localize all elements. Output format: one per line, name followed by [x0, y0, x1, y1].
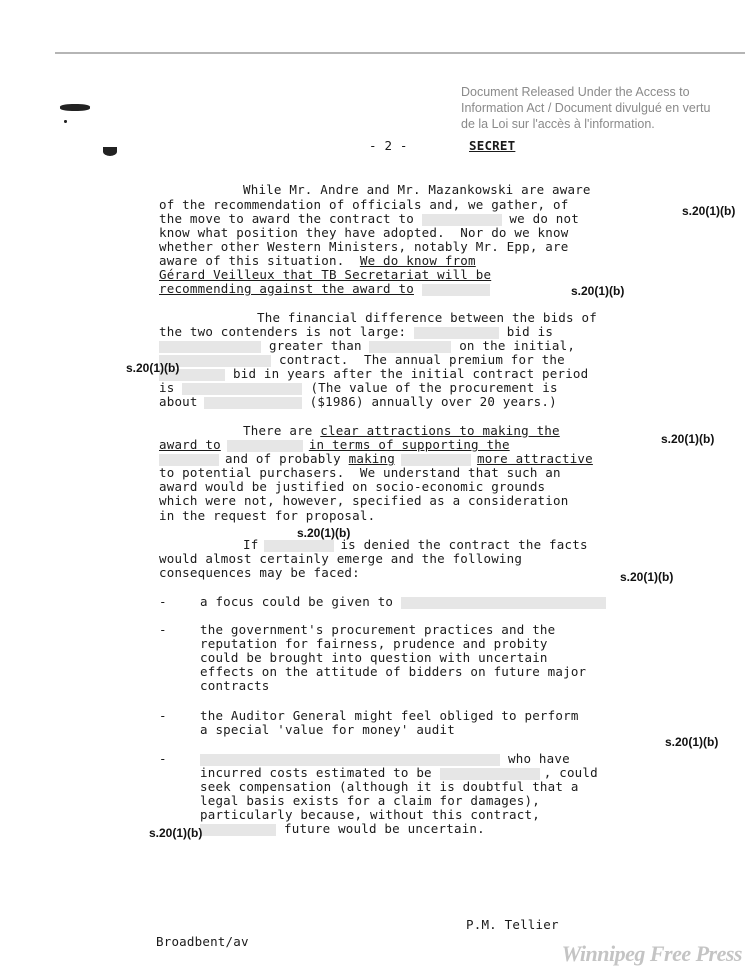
redaction — [159, 341, 261, 353]
bullet-item: the Auditor General might feel obliged to perform — [200, 708, 579, 723]
redaction — [200, 754, 500, 766]
redaction — [401, 454, 471, 466]
redaction — [369, 341, 451, 353]
para1-line: of the recommendation of officials and, we gather, of — [159, 197, 569, 212]
redaction — [204, 397, 302, 409]
para1-line: While Mr. Andre and Mr. Mazankowski are aware — [243, 182, 591, 197]
para3-line: which were not, however, specified as a consideration — [159, 493, 569, 508]
classification: SECRET — [469, 138, 516, 153]
para2-line: is (The value of the procurement is — [159, 380, 558, 395]
bullet-dash: - — [159, 751, 167, 766]
para1-line: Gérard Veilleux that TB Secretariat will be — [159, 267, 492, 282]
bullet-item: future would be uncertain. — [200, 822, 485, 836]
release-stamp-line: de la Loi sur l'accès à l'information. — [461, 117, 655, 131]
bullet-item: the government's procurement practices and the — [200, 622, 556, 637]
para2-line: bid in years after the initial contract period — [159, 367, 588, 381]
bullet-item: reputation for fairness, prudence and probity — [200, 636, 548, 651]
para2-line: greater than on the initial, — [159, 339, 575, 353]
redaction — [159, 454, 219, 466]
redaction — [440, 768, 540, 780]
redaction — [182, 383, 302, 395]
para2-line: about ($1986) annually over 20 years.) — [159, 394, 557, 409]
bullet-item: could be brought into question with uncertain — [200, 650, 548, 665]
para3-line: in the request for proposal. — [159, 508, 376, 523]
para3-line: award to in terms of supporting the — [159, 437, 510, 452]
para1-line: the move to award the contract to we do not — [159, 211, 579, 226]
bullet-item: contracts — [200, 678, 270, 693]
para4-line: If is denied the contract the facts — [243, 537, 588, 552]
exemption-label: s.20(1)(b) — [149, 826, 203, 840]
exemption-label: s.20(1)(b) — [620, 570, 674, 584]
signature: P.M. Tellier — [466, 917, 559, 932]
redaction — [422, 214, 502, 226]
bullet-item: who have — [200, 752, 570, 766]
exemption-label: s.20(1)(b) — [661, 432, 715, 446]
initials: Broadbent/av — [156, 934, 249, 949]
para3-line: award would be justified on socio-economic grounds — [159, 479, 546, 494]
scan-mark — [103, 147, 117, 156]
bullet-item: effects on the attitude of bidders on future major — [200, 664, 587, 679]
release-stamp — [461, 84, 710, 132]
exemption-label: s.20(1)(b) — [571, 284, 625, 298]
exemption-label: s.20(1)(b) — [682, 204, 736, 218]
para1-line: recommending against the award to — [159, 282, 490, 296]
para2-line: The financial difference between the bids of — [257, 310, 597, 325]
redaction — [414, 327, 499, 339]
bullet-dash: - — [159, 594, 167, 609]
redaction — [401, 597, 606, 609]
bullet-item: seek compensation (although it is doubtful that a — [200, 779, 579, 794]
scan-mark — [60, 104, 90, 111]
para2-line: the two contenders is not large: bid is — [159, 324, 554, 339]
page-marker: - 2 - — [369, 138, 408, 153]
bullet-dash: - — [159, 622, 167, 637]
para1-line: whether other Western Ministers, notably Mr. Epp, are — [159, 239, 569, 254]
redaction — [200, 824, 276, 836]
bullet-dash: - — [159, 708, 167, 723]
bullet-item: a special 'value for money' audit — [200, 722, 455, 737]
para2-line: contract. The annual premium for the — [159, 353, 565, 367]
para4-line: consequences may be faced: — [159, 565, 360, 580]
exemption-label: s.20(1)(b) — [665, 735, 719, 749]
bullet-item: incurred costs estimated to be , could — [200, 765, 598, 780]
para1-line: know what position they have adopted. Nor do we know — [159, 225, 569, 240]
exemption-label: s.20(1)(b) — [297, 526, 351, 540]
bullet-item: a focus could be given to — [200, 595, 606, 609]
exemption-label: s.20(1)(b) — [126, 361, 180, 375]
redaction — [227, 440, 303, 452]
para4-line: would almost certainly emerge and the following — [159, 551, 523, 566]
scan-mark — [64, 120, 67, 123]
para3-line: and of probably making more attractive — [159, 452, 593, 466]
para3-line: There are clear attractions to making the — [243, 423, 560, 438]
newspaper-watermark: Winnipeg Free Press — [561, 941, 742, 966]
release-stamp-line: Document Released Under the Access to — [461, 85, 690, 99]
para3-line: to potential purchasers. We understand that such an — [159, 465, 561, 480]
bullet-item: particularly because, without this contract, — [200, 807, 540, 822]
redaction — [264, 540, 334, 552]
para1-line: aware of this situation. We do know from — [159, 253, 476, 268]
redaction — [422, 284, 490, 296]
bullet-item: legal basis exists for a claim for damages), — [200, 793, 540, 808]
release-stamp-line: Information Act / Document divulgué en vertu — [461, 101, 711, 115]
scan-edge-line — [55, 52, 745, 54]
